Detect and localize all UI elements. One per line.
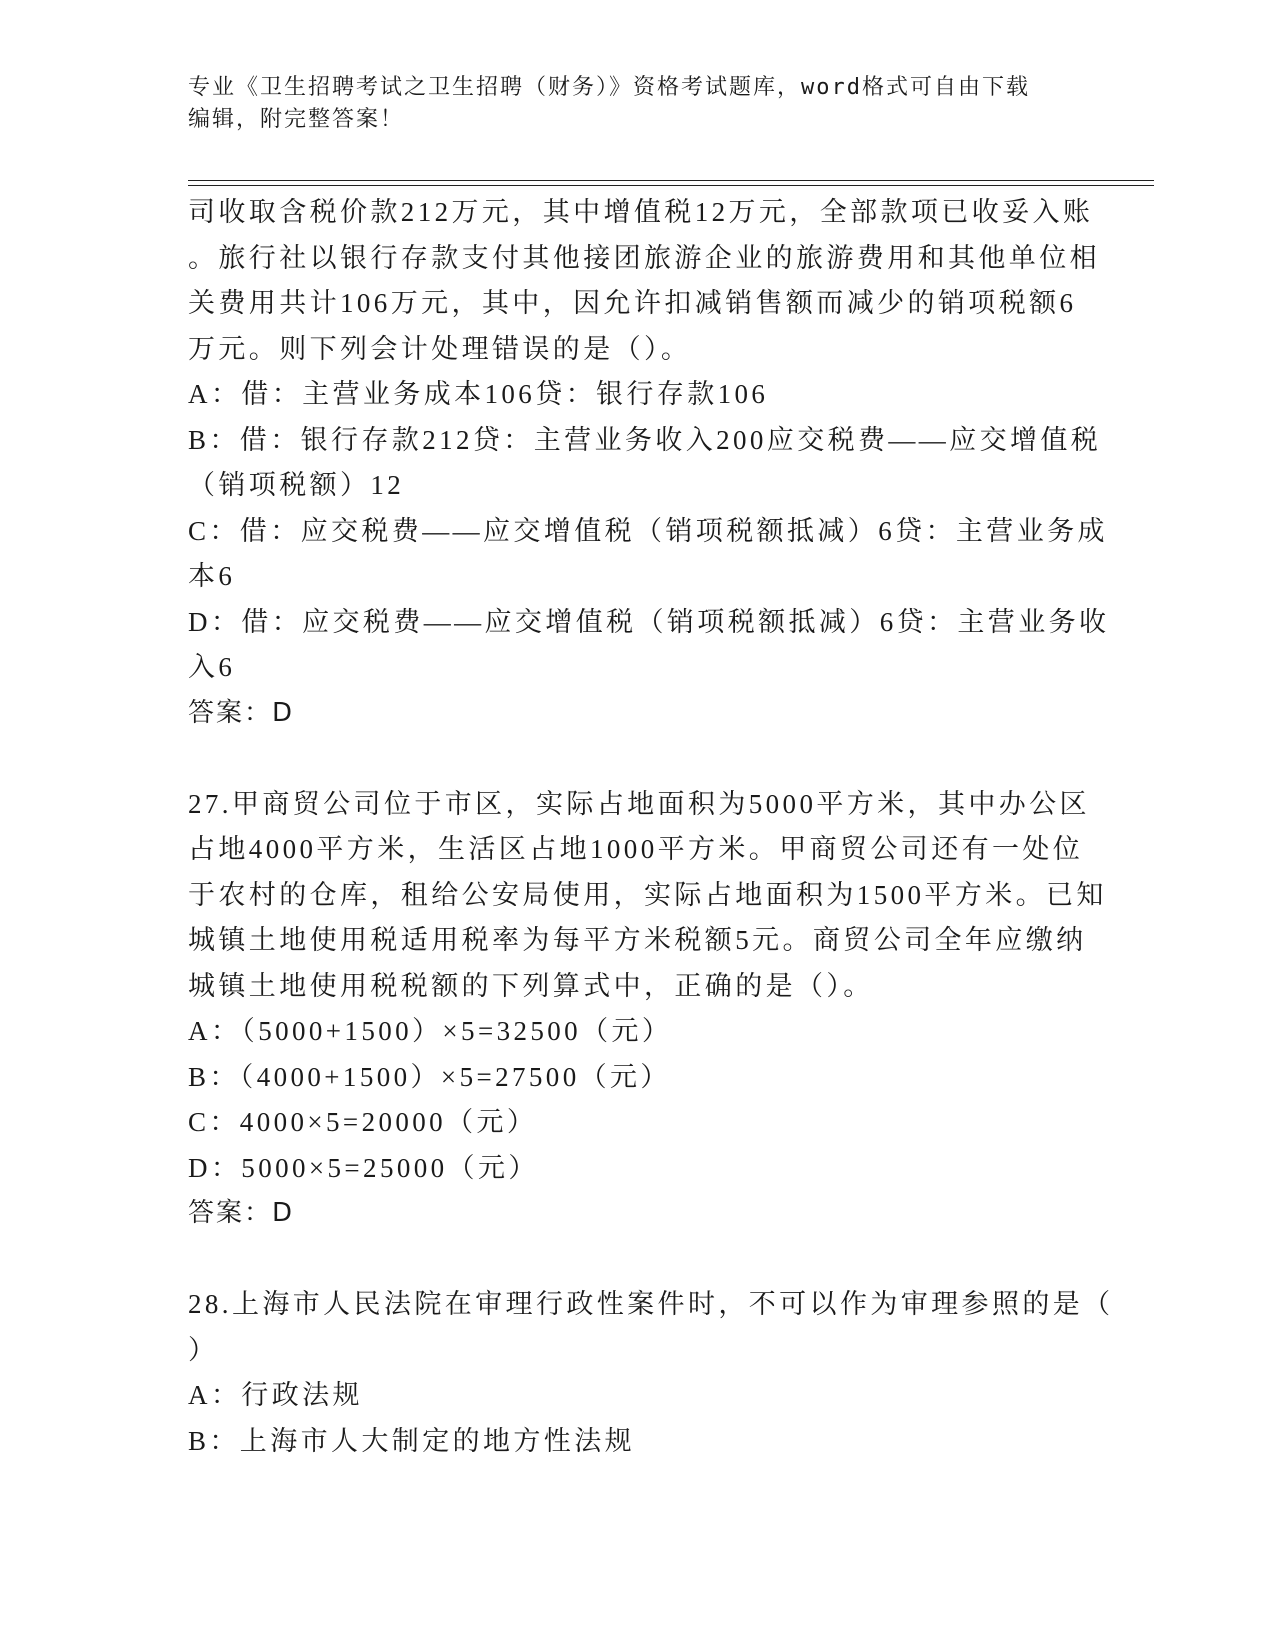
question-27-option-b: B：（4000+1500）×5=27500（元）	[188, 1061, 671, 1092]
stem-line: 于农村的仓库，租给公安局使用，实际占地面积为1500平方米。已知	[188, 879, 1107, 910]
stem-line: 万元。则下列会计处理错误的是（）。	[188, 333, 692, 364]
stem-line: 城镇土地使用税税额的下列算式中，正确的是（）。	[188, 970, 874, 1001]
question-26-option-b	[188, 418, 1102, 509]
stem-line: 27.甲商贸公司位于市区，实际占地面积为5000平方米，其中办公区	[188, 788, 1090, 819]
stem-line: 司收取含税价款212万元，其中增值税12万元，全部款项已收妥入账	[188, 197, 1094, 227]
option-line: 入6	[188, 652, 236, 682]
question-27-stem	[188, 782, 1107, 1010]
question-28-stem	[188, 1282, 1114, 1373]
stem-line: 28.上海市人民法院在审理行政性案件时，不可以作为审理参照的是（	[188, 1289, 1114, 1319]
question-28-option-a: A：行政法规	[188, 1380, 363, 1410]
question-27-answer: 答案：D	[188, 1198, 295, 1228]
document-header	[188, 72, 1088, 136]
stem-line: ）	[188, 1334, 219, 1365]
header-rule-top	[188, 180, 1154, 181]
question-26-option-c	[188, 509, 1108, 600]
question-27-option-c: C：4000×5=20000（元）	[188, 1107, 538, 1137]
question-28-option-b: B：上海市人大制定的地方性法规	[188, 1425, 636, 1456]
option-line: C：借：应交税费——应交增值税（销项税额抵减）6贷：主营业务成	[188, 515, 1108, 546]
question-26-option-d	[188, 600, 1110, 691]
question-27-option-a: A：（5000+1500）×5=32500（元）	[188, 1016, 673, 1046]
stem-line: 。旅行社以银行存款支付其他接团旅游企业的旅游费用和其他单位相	[188, 242, 1100, 273]
header-rule-bottom	[188, 185, 1154, 186]
question-26-option-a	[188, 372, 1088, 418]
header-line-2: 编辑，附完整答案！	[188, 107, 405, 132]
stem-line: 城镇土地使用税适用税率为每平方米税额5元。商贸公司全年应缴纳	[188, 925, 1087, 955]
document-body	[188, 190, 1114, 1464]
option-line: （销项税额）12	[188, 470, 405, 500]
spacer	[188, 736, 1088, 782]
spacer	[188, 1237, 1088, 1283]
question-26-stem	[188, 190, 1100, 372]
stem-line: 关费用共计106万元，其中，因允许扣减销售额而减少的销项税额6	[188, 288, 1077, 318]
header-line-1: 专业《卫生招聘考试之卫生招聘（财务）》资格考试题库，word格式可自由下载	[188, 75, 1030, 100]
stem-line: 占地4000平方米，生活区占地1000平方米。甲商贸公司还有一处位	[188, 834, 1084, 864]
option-line: B：借：银行存款212贷：主营业务收入200应交税费——应交增值税	[188, 424, 1102, 455]
question-26-answer: 答案：D	[188, 697, 295, 728]
option-line: A：借：主营业务成本106贷：银行存款106	[188, 379, 769, 409]
option-line: D：借：应交税费——应交增值税（销项税额抵减）6贷：主营业务收	[188, 606, 1110, 637]
option-line: 本6	[188, 561, 236, 591]
question-27-option-d: D：5000×5=25000（元）	[188, 1152, 539, 1183]
